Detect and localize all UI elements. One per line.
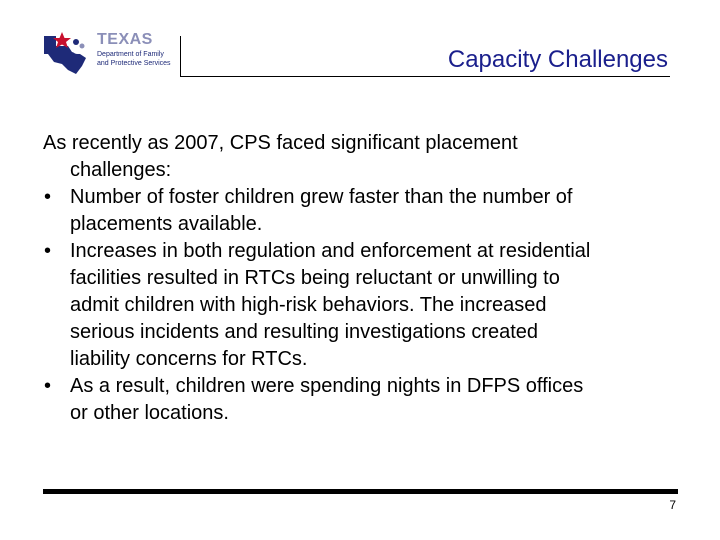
bullet-item: [43, 373, 683, 427]
logo-wordmark: TEXAS: [97, 31, 153, 48]
title-underline: [180, 76, 670, 77]
slide-body: [43, 130, 683, 427]
bullet-glyph: •: [44, 186, 52, 208]
bullet-glyph: •: [44, 240, 52, 262]
bullet-line: liability concerns for RTCs.: [70, 348, 308, 370]
bullet-line: Increases in both regulation and enforcement at residential: [70, 240, 591, 262]
bullet-line: facilities resulted in RTCs being reluctant or unwilling to: [70, 267, 560, 289]
intro-line-2: challenges:: [70, 159, 172, 181]
footer-rule: [43, 489, 678, 494]
logo-subtitle-line2: and Protective Services: [97, 60, 171, 67]
texas-state-logo-icon: [42, 30, 98, 76]
title-divider-vertical: [180, 36, 181, 77]
bullet-line: Number of foster children grew faster than the number of: [70, 186, 573, 208]
intro-line-1: As recently as 2007, CPS faced significant placement: [43, 132, 518, 154]
bullet-line: serious incidents and resulting investigations created: [70, 321, 539, 343]
page-number: 7: [669, 498, 676, 512]
bullet-line: placements available.: [70, 213, 263, 235]
bullet-line: admit children with high-risk behaviors. The increased: [70, 294, 547, 316]
bullet-item: [43, 184, 683, 238]
bullet-glyph: •: [44, 375, 52, 397]
dfps-logo: [42, 30, 192, 80]
bullet-line: As a result, children were spending nights in DFPS offices: [70, 375, 584, 397]
bullet-line: or other locations.: [70, 402, 229, 424]
slide-title: Capacity Challenges: [447, 46, 668, 73]
bullet-item: [43, 238, 683, 373]
logo-subtitle-line1: Department of Family: [97, 51, 164, 58]
